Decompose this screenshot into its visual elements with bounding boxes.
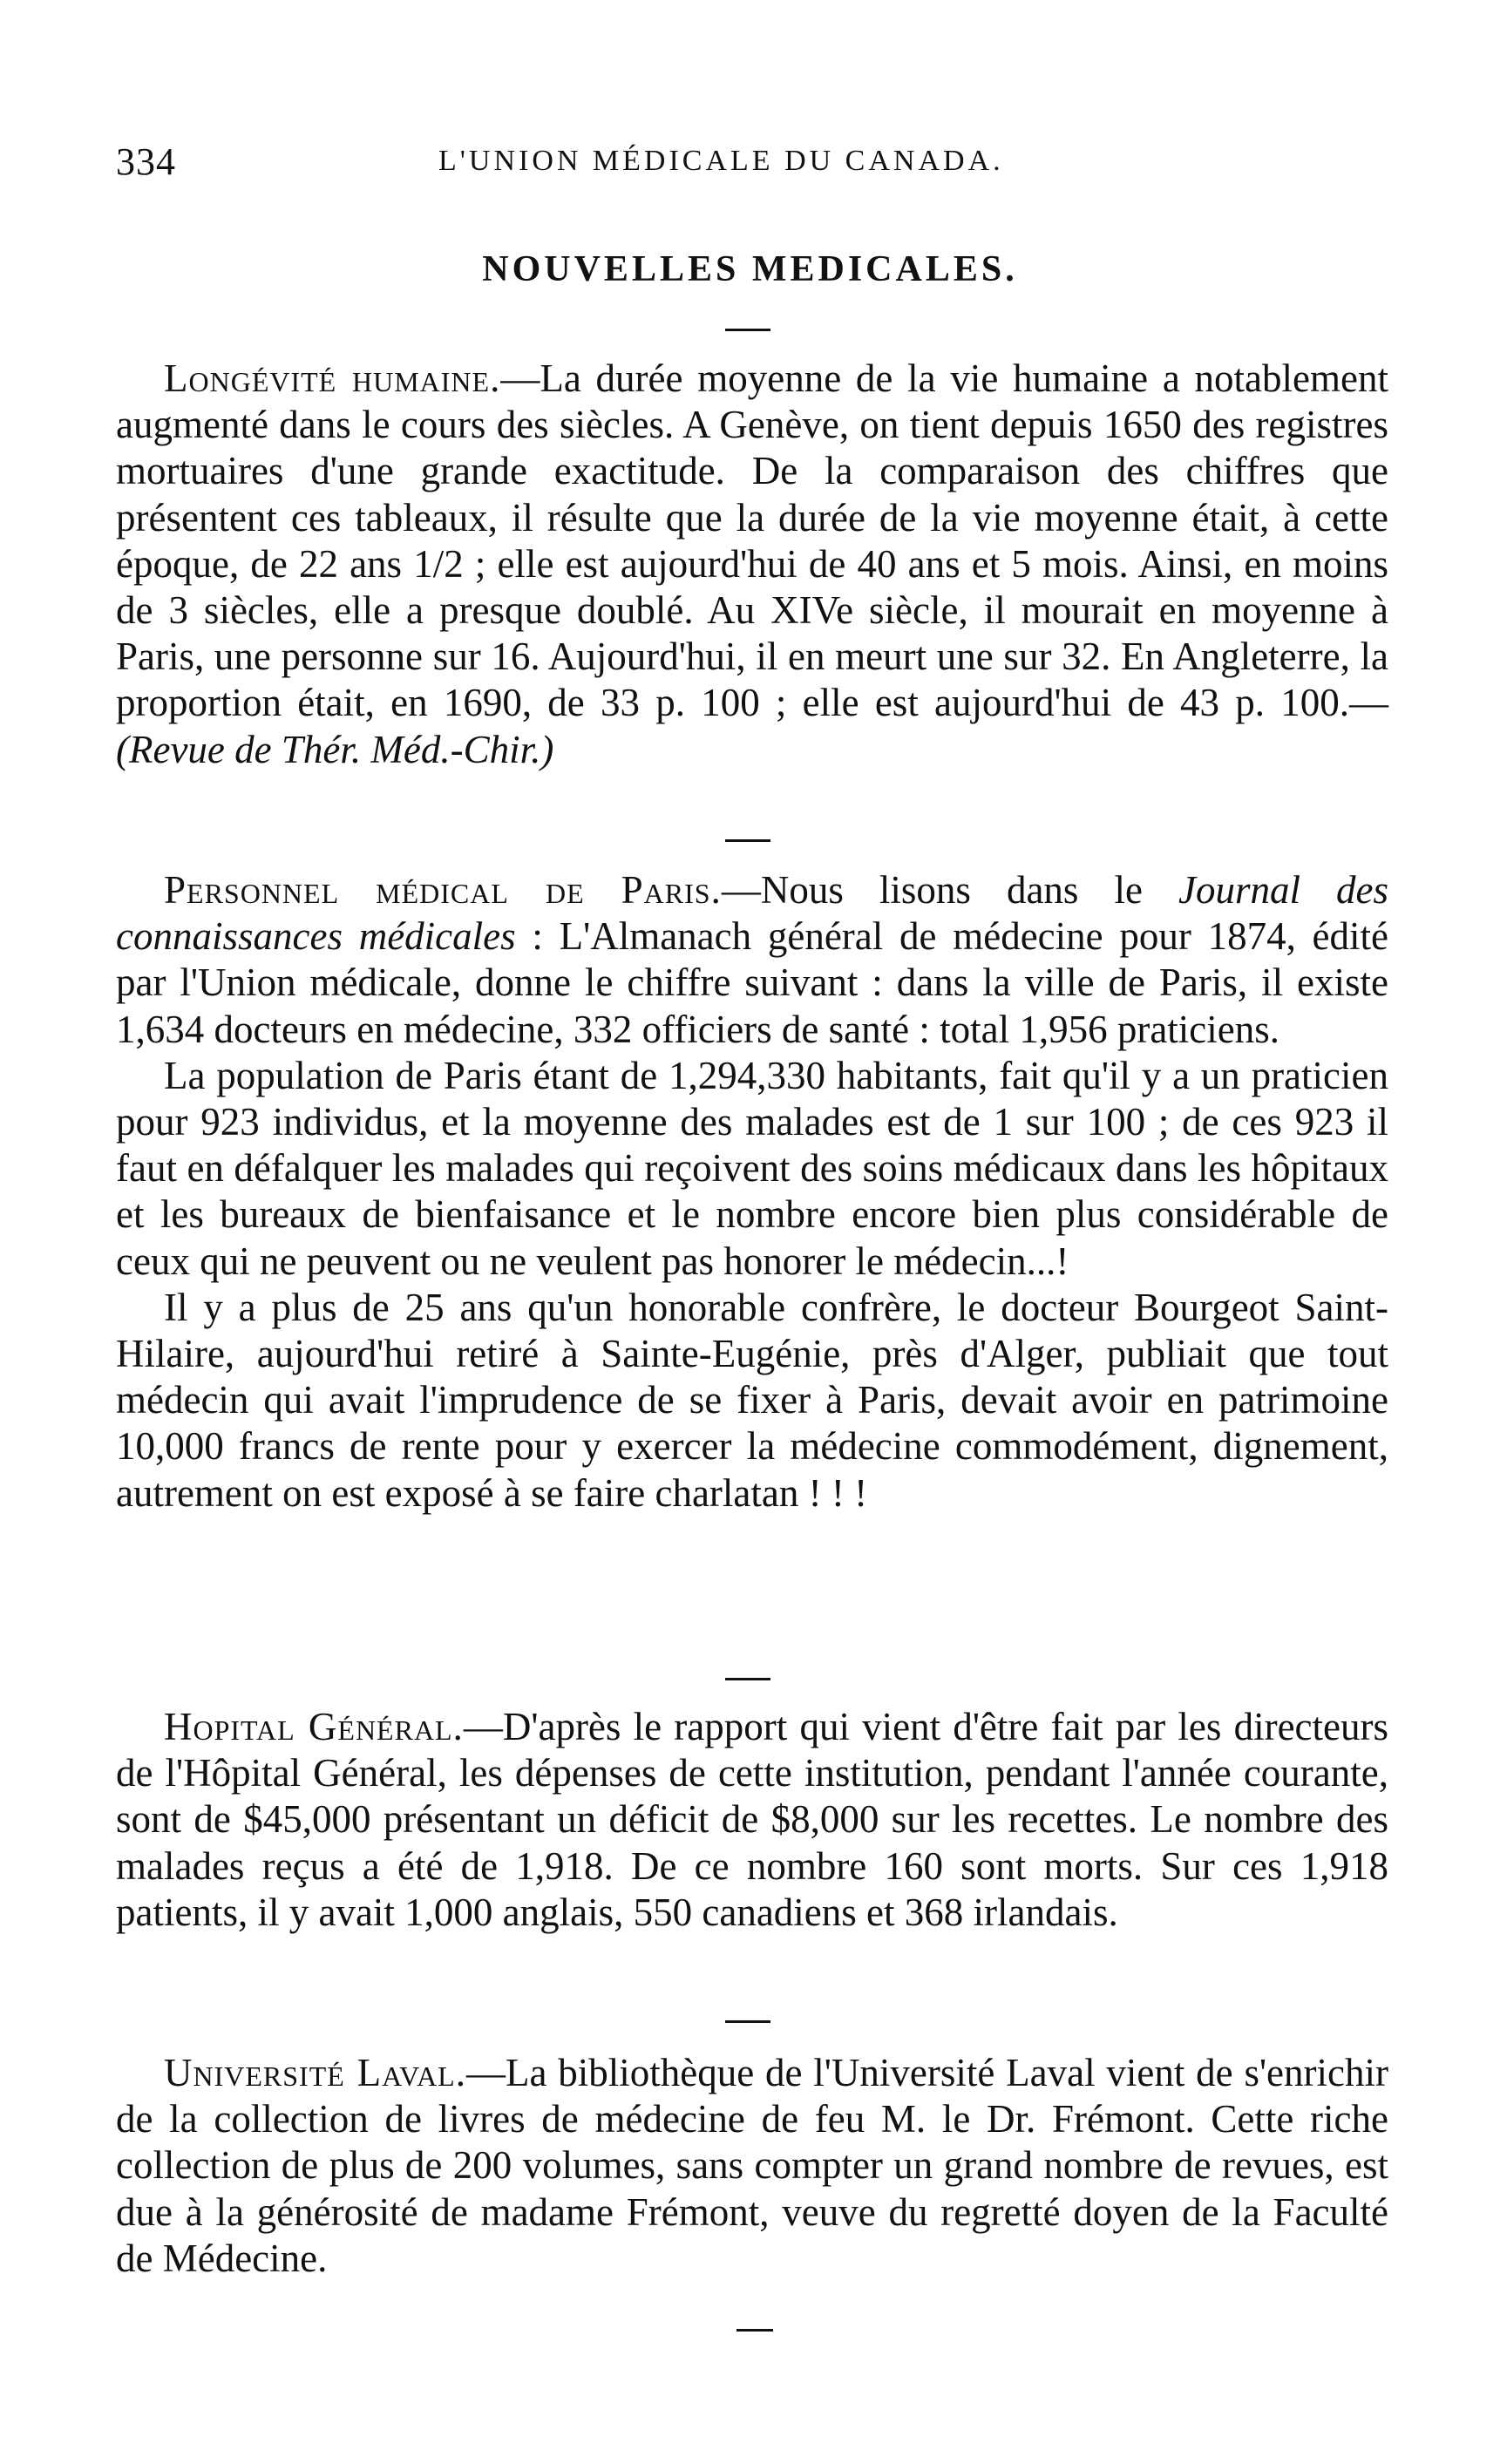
journal-title: L'UNION MÉDICALE DU CANADA. — [438, 145, 1004, 177]
article-body: : L'Almanach général de médecine pour 1874, édité par l'Union médicale, donne le chiffre suivant : dans la ville de Paris, il existe 1,634 docteurs en médecine, 332 officiers de santé : total 1,956 praticiens. — [116, 914, 1388, 1051]
article-paragraph: Il y a plus de 25 ans qu'un honorable confrère, le docteur Bourgeot Saint-Hilaire, aujourd'hui retiré à Sainte-Eugénie, près d'Alger, publiait que tout médecin qui avait l'imprudence de se fixer à Paris, devait avoir en patrimoine 10,000 francs de rente pour y exercer la médecine commodément, dignement, autrement on est exposé à se faire charlatan ! ! ! — [116, 1285, 1388, 1515]
article-longevite — [116, 356, 1388, 773]
article-heading: Université Laval. — [164, 2051, 466, 2094]
divider-rule — [725, 839, 770, 842]
article-laval — [116, 2050, 1388, 2282]
article-hopital — [116, 1704, 1388, 1936]
article-body: —La bibliothèque de l'Université Laval vient de s'enrichir de la collection de livres de médecine de feu M. le Dr. Frémont. Cette riche collection de plus de 200 volumes, sans compter un grand nombre de revues, est due à la générosité de madame Frémont, veuve du regretté doyen de la Faculté de Médecine. — [116, 2051, 1388, 2280]
article-body: —D'après le rapport qui vient d'être fait par les directeurs de l'Hôpital Général, les dépenses de cette institution, pendant l'année courante, sont de $45,000 présentant un déficit de $8,000 sur les recettes. Le nombre des malades reçus a été de 1,918. De ce nombre 160 sont morts. Sur ces 1,918 patients, il y avait 1,000 anglais, 550 canadiens et 368 irlandais. — [116, 1705, 1388, 1934]
section-title: NOUVELLES MEDICALES. — [482, 249, 1018, 289]
article-paragraph: La population de Paris étant de 1,294,330 habitants, fait qu'il y a un praticien pour 923 individus, et la moyenne des malades est de 1 sur 100 ; de ces 923 il faut en défalquer les malades qui reçoivent des soins médicaux dans les hôpitaux et les bureaux de bienfaisance et le nombre encore bien plus considérable de ceux qui ne peuvent ou ne veulent pas honorer le médecin...! — [116, 1053, 1388, 1283]
article-heading: Hopital Général. — [164, 1705, 464, 1748]
article-heading: Personnel médical de Paris. — [164, 868, 722, 912]
page-number: 334 — [116, 140, 176, 183]
divider-rule — [725, 329, 770, 331]
article-heading: Longévité humaine. — [164, 356, 501, 400]
divider-rule — [725, 1678, 770, 1680]
divider-rule — [736, 2329, 773, 2332]
article-source: (Revue de Thér. Méd.-Chir.) — [116, 727, 554, 771]
cited-journal: Journal des connaissances médicales — [116, 868, 1388, 959]
article-personnel — [116, 867, 1388, 1517]
running-head — [116, 139, 1388, 192]
article-body-intro: —Nous lisons dans le — [721, 868, 1178, 912]
divider-rule — [725, 2020, 770, 2023]
article-body: —La durée moyenne de la vie humaine a notablement augmenté dans le cours des siècles. A Genève, on tient depuis 1650 des registres mortuaires d'une grande exactitude. De la comparaison des chiffres que présentent ces tableaux, il résulte que la durée de la vie moyenne était, à cette époque, de 22 ans 1/2 ; elle est aujourd'hui de 40 ans et 5 mois. Ainsi, en moins de 3 siècles, elle a presque doublé. Au XIVe siècle, il mourait en moyenne à Paris, une personne sur 16. Aujourd'hui, il en meurt une sur 32. En Angleterre, la proportion était, en 1690, de 33 p. 100 ; elle est aujourd'hui de 43 p. 100.— — [116, 356, 1388, 725]
